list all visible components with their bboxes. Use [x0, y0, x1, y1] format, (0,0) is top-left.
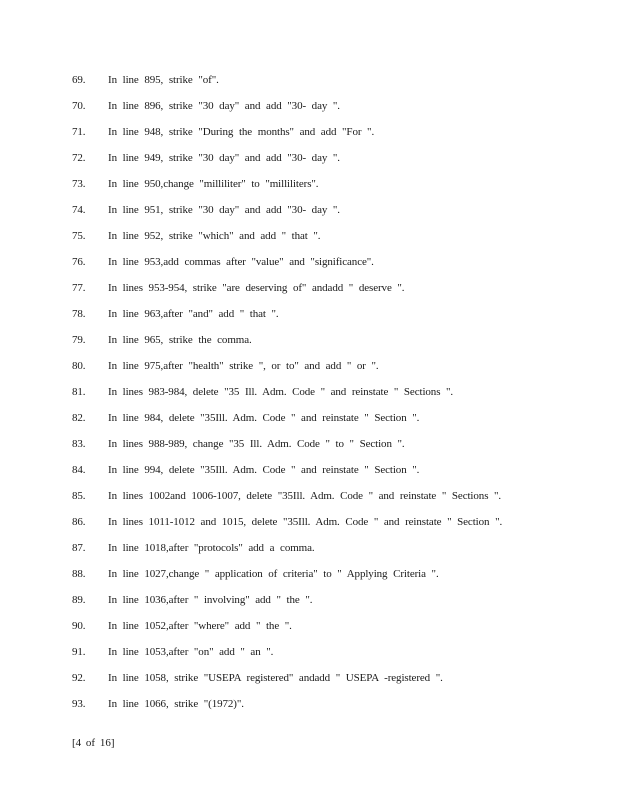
- list-item: [0, 304, 618, 330]
- page-indicator: [4 of 16]: [72, 737, 115, 749]
- list-item: [0, 408, 618, 434]
- item-text: In lines 1011-1012 and 1015, delete "35Ill. Adm. Code " and reinstate " Section ".: [108, 516, 503, 528]
- list-item: [0, 252, 618, 278]
- item-text: In lines 953-954, strike "are deserving of" andadd " deserve ".: [108, 282, 405, 294]
- item-number: 89.: [72, 594, 86, 606]
- item-text: In line 1027,change " application of criteria" to " Applying Criteria ".: [108, 568, 439, 580]
- item-text: In line 975,after "health" strike ", or to" and add " or ".: [108, 360, 379, 372]
- item-number: 69.: [72, 74, 86, 86]
- item-number: 90.: [72, 620, 86, 632]
- item-number: 77.: [72, 282, 86, 294]
- item-text: In lines 988-989, change "35 Ill. Adm. Code " to " Section ".: [108, 438, 405, 450]
- item-number: 70.: [72, 100, 86, 112]
- item-number: 88.: [72, 568, 86, 580]
- item-text: In line 984, delete "35Ill. Adm. Code " and reinstate " Section ".: [108, 412, 420, 424]
- list-item: [0, 538, 618, 564]
- item-text: In line 949, strike "30 day" and add "30- day ".: [108, 152, 340, 164]
- list-item: [0, 174, 618, 200]
- item-number: 83.: [72, 438, 86, 450]
- item-number: 92.: [72, 672, 86, 684]
- list-item: [0, 434, 618, 460]
- item-number: 75.: [72, 230, 86, 242]
- list-item: [0, 668, 618, 694]
- list-item: [0, 382, 618, 408]
- list-item: [0, 356, 618, 382]
- item-number: 73.: [72, 178, 86, 190]
- item-number: 86.: [72, 516, 86, 528]
- list-item: [0, 330, 618, 356]
- amendment-list: [0, 70, 618, 720]
- item-text: In line 895, strike "of".: [108, 74, 219, 86]
- item-number: 91.: [72, 646, 86, 658]
- list-item: [0, 96, 618, 122]
- item-text: In line 994, delete "35Ill. Adm. Code " and reinstate " Section ".: [108, 464, 420, 476]
- list-item: [0, 486, 618, 512]
- item-text: In line 950,change "milliliter" to "milliliters".: [108, 178, 319, 190]
- item-text: In line 1036,after " involving" add " the ".: [108, 594, 313, 606]
- item-text: In lines 1002and 1006-1007, delete "35Ill. Adm. Code " and reinstate " Sections ".: [108, 490, 502, 502]
- list-item: [0, 564, 618, 590]
- item-number: 74.: [72, 204, 86, 216]
- item-number: 71.: [72, 126, 86, 138]
- item-text: In line 1058, strike "USEPA registered" andadd " USEPA -registered ".: [108, 672, 443, 684]
- item-text: In lines 983-984, delete "35 Ill. Adm. Code " and reinstate " Sections ".: [108, 386, 454, 398]
- item-number: 78.: [72, 308, 86, 320]
- list-item: [0, 200, 618, 226]
- item-text: In line 1052,after "where" add " the ".: [108, 620, 292, 632]
- list-item: [0, 694, 618, 720]
- item-number: 81.: [72, 386, 86, 398]
- list-item: [0, 590, 618, 616]
- item-number: 84.: [72, 464, 86, 476]
- list-item: [0, 642, 618, 668]
- item-text: In line 1053,after "on" add " an ".: [108, 646, 274, 658]
- list-item: [0, 512, 618, 538]
- list-item: [0, 148, 618, 174]
- item-text: In line 1018,after "protocols" add a comma.: [108, 542, 315, 554]
- list-item: [0, 278, 618, 304]
- item-number: 79.: [72, 334, 86, 346]
- list-item: [0, 226, 618, 252]
- list-item: [0, 70, 618, 96]
- item-text: In line 896, strike "30 day" and add "30- day ".: [108, 100, 340, 112]
- item-number: 93.: [72, 698, 86, 710]
- item-number: 80.: [72, 360, 86, 372]
- item-text: In line 963,after "and" add " that ".: [108, 308, 279, 320]
- item-text: In line 948, strike "During the months" and add "For ".: [108, 126, 375, 138]
- list-item: [0, 616, 618, 642]
- item-text: In line 952, strike "which" and add " that ".: [108, 230, 321, 242]
- item-text: In line 951, strike "30 day" and add "30- day ".: [108, 204, 340, 216]
- item-text: In line 965, strike the comma.: [108, 334, 252, 346]
- item-text: In line 953,add commas after "value" and "significance".: [108, 256, 374, 268]
- item-text: In line 1066, strike "(1972)".: [108, 698, 244, 710]
- list-item: [0, 460, 618, 486]
- list-item: [0, 122, 618, 148]
- item-number: 85.: [72, 490, 86, 502]
- item-number: 87.: [72, 542, 86, 554]
- item-number: 76.: [72, 256, 86, 268]
- item-number: 72.: [72, 152, 86, 164]
- item-number: 82.: [72, 412, 86, 424]
